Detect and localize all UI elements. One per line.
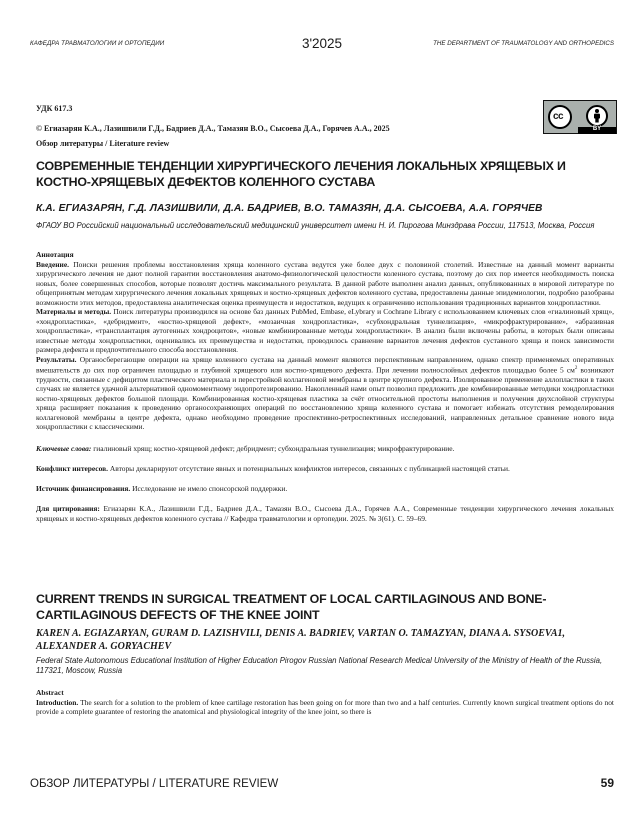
abstract-en [36,688,614,717]
authors-ru: К.А. ЕГИАЗАРЯН, Г.Д. ЛАЗИШВИЛИ, Д.А. БАДРИЕВ, В.О. ТАМАЗЯН, Д.А. СЫСОЕВА, А.А. ГОРЯЧЕВ [36,203,543,214]
attribution-icon [586,105,608,127]
abstract-heading-en: Abstract [36,688,64,697]
journal-name-en: THE DEPARTMENT OF TRAUMATOLOGY AND ORTHOPEDICS [433,40,614,47]
abstract-intro-ru: Введение. Поиски решения проблемы восстановления хряща коленного сустава ведутся уже более двух с половиной столетий. Известные на данный момент варианты хирургического лечения не дают полной гарантии восстановления анатомо-физиологической целостности коленного сустава, поэтому до сих пор имеется необходимость поиска новых, более совершенных способов, которые позволят достичь максимального результата. В данной работе выполнен анализ данных, опубликованных в мировой литературе по общепринятым методам хирургического лечения локальных хрящевых и костно-хрящевых дефектов коленного сустава, предоставлены данные эпидемиологии, подробно разобраны возможности этих методов, предоставлена аналитическая оценка преимуществ и недостатков, ведущих к ограничению использования традиционных вариантов хондропластики. [36,259,614,307]
funding-source: Источник финансирования. Исследование не имело спонсорской поддержки. [36,484,288,493]
article-title-en: CURRENT TRENDS IN SURGICAL TREATMENT OF LOCAL CARTILAGINOUS AND BONE-CARTILAGINOUS DEFECTS OF THE KNEE JOINT [36,592,547,622]
running-header [30,36,614,56]
abstract-ru [36,250,614,432]
footer-section-title: ОБЗОР ЛИТЕРАТУРЫ / LITERATURE REVIEW [30,778,279,790]
udk-code: УДК 617.3 [36,104,73,113]
citation: Для цитирования: Егиазарян К.А., Лазишвили Г.Д., Бадриев Д.А., Тамазян В.О., Сысоева Д.А., Горячев А.А., Современные тенденции хирургического лечения локальных хрящевых и костно-хрящевых дефектов коленного сустава // Кафедра травматологии и ортопедии. 2025. № 3(61). С. 59–69. [36,504,614,523]
affiliation-en: Federal State Autonomous Educational Institution of Higher Education Pirogov Russian National Research Medical University of the Ministry of Health of the Russia, 117321, Moscow, Russia [36,656,603,675]
creative-commons-icon: cc [548,105,572,129]
license-label: BY [578,127,616,134]
article-type: Обзор литературы / Literature review [36,139,170,148]
abstract-heading-ru: Аннотация [36,250,74,259]
conflict-of-interest: Конфликт интересов. Авторы декларируют отсутствие явных и потенциальных конфликтов интересов, связанных с публикацией настоящей статьи. [36,464,510,473]
abstract-intro-en: Introduction. The search for a solution to the problem of knee cartilage restoration has been going on for more than two and a half centuries. Currently known surgical treatment options do not provide a complete guarantee of restoring the anatomical and physiological integrity of the knee joint, so there is [36,697,614,716]
issue-number: 3'2025 [301,36,343,51]
page-number: 59 [600,776,614,790]
copyright-line: © Егиазарян К.А., Лазишвили Г.Д., Бадриев Д.А., Тамазян В.О., Сысоева Д.А., Горячев А.А., 2025 [36,124,390,133]
journal-name-ru: КАФЕДРА ТРАВМАТОЛОГИИ И ОРТОПЕДИИ [30,40,165,47]
cc-by-license-badge [543,100,617,134]
authors-en: KAREN A. EGIAZARYAN, GURAM D. LAZISHVILI, DENIS A. BADRIEV, VARTAN O. TAMAZYAN, DIANA A. SYSOEVA1, ALEXANDER A. GORYACHEV [36,628,566,652]
abstract-methods-ru: Материалы и методы. Поиск литературы производился на основе баз данных PubMed, Embase, eLybrary и Cochrane Library с использованием ключевых слов «гиалиновый хрящ», «хондропластика», «дебридмент», «костно-хрящевой дефект», «мозаичная хондропластика», «субхондральная туннелизация», «микрофрактурирование», «абразивная хондропластика», «трансплантация аутогенных хондроцитов», «новые комбинированные методы хондропластики». В анализ были включены работы, в которых были описаны известные методы хондропластики, оценивались их преимущества и недостатки, проводилось сравнение вариантов лечения дефектов суставного хряща и поиск зависимости размера дефекта и предпочтительного способа восстановления. [36,307,615,354]
article-title-ru: СОВРЕМЕННЫЕ ТЕНДЕНЦИИ ХИРУРГИЧЕСКОГО ЛЕЧЕНИЯ ЛОКАЛЬНЫХ ХРЯЩЕВЫХ И КОСТНО-ХРЯЩЕВЫХ ДЕФЕКТОВ КОЛЕННОГО СУСТАВА [36,159,566,189]
keywords: Ключевые слова: гиалиновый хрящ; костно-хрящевой дефект; дебридмент; субхондральная туннелизация; микрофрактурирование. [36,444,455,453]
abstract-results-ru: Результаты. Органосберегающие операции на хряще коленного сустава на данный момент являются перспективным направлением, однако спектр применяемых оперативных вмешательств до сих пор ограничен площадью и глубиной хрящевого или костно-хрящевого дефекта. При лечении полнослойных дефектов площадью более 5 $см^2$ возникают трудности, связанные с дефицитом пластического материала и перестройкой коллагеновой мембраны в центре крупного дефекта. Изолированное применение аллопластики в таких случаях не является удачной альтернативой одномоментному эндопротезированию. Накопленный нами опыт позволил предложить две комбинированные методики хондропластики костно-хрящевых дефектов большой площади. Комбинированная костно-хрящевая пластика за счёт относительной простоты выполнения и получения двухслойной структуры хряща расширяет показания к проведению органосохраняющих операций по восстановлению хряща коленного сустава и помогает избежать отсутствия ремоделирования коллагеновой мембраны в центре дефекта, однако необходимо проведение проспективно-ретроспективных исследований, направленных детальное сравнение нового вида хондропластики с классическими. [36,354,615,432]
affiliation-ru: ФГАОУ ВО Российский национальный исследовательский медицинский университет имени Н. И. Пирогова Минздрава России, 117513, Москва, Россия [36,221,595,230]
